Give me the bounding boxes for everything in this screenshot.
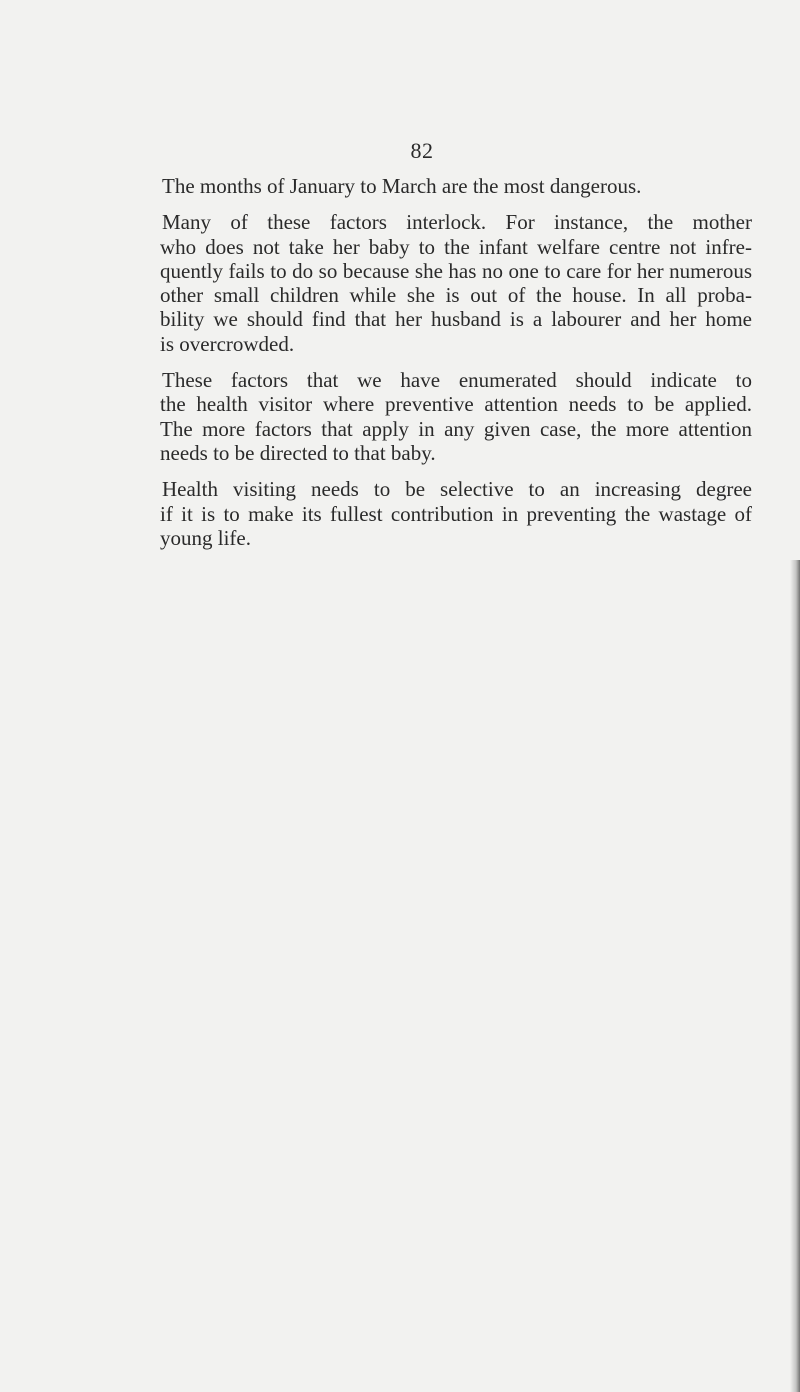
paragraph-line: bility we should find that her husband is a labourer and her home — [160, 307, 752, 332]
paragraph-line: who does not take her baby to the infant welfare centre not infre- — [160, 234, 752, 259]
paragraph-4 — [130, 477, 752, 550]
paragraph-1 — [130, 174, 752, 198]
page-edge-shadow — [790, 560, 800, 1392]
paragraph-line: The more factors that apply in any given case, the more attention — [160, 416, 752, 441]
paragraph-line: quently fails to do so because she has no one to care for her numerous — [160, 258, 752, 283]
paragraph-line: needs to be directed to that baby. — [160, 440, 436, 465]
paragraph-line: if it is to make its fullest contribution in preventing the wastage of — [160, 501, 752, 526]
paragraph-line: other small children while she is out of the house. In all proba- — [160, 283, 752, 308]
body-text — [130, 174, 752, 562]
paragraph-line: young life. — [160, 525, 251, 550]
paragraph-line: is overcrowded. — [160, 331, 295, 356]
paragraph-line: Health visiting needs to be selective to an increasing degree — [162, 477, 752, 502]
page-number: 82 — [410, 138, 434, 163]
paragraph-line: The months of January to March are the most dangerous. — [162, 174, 642, 198]
paragraph-line: These factors that we have enumerated should indicate to — [162, 368, 752, 393]
paragraph-line: Many of these factors interlock. For instance, the mother — [162, 210, 752, 235]
paragraph-3 — [130, 368, 752, 465]
paragraph-line: the health visitor where preventive attention needs to be applied. — [160, 392, 752, 417]
paragraph-2 — [130, 210, 752, 356]
